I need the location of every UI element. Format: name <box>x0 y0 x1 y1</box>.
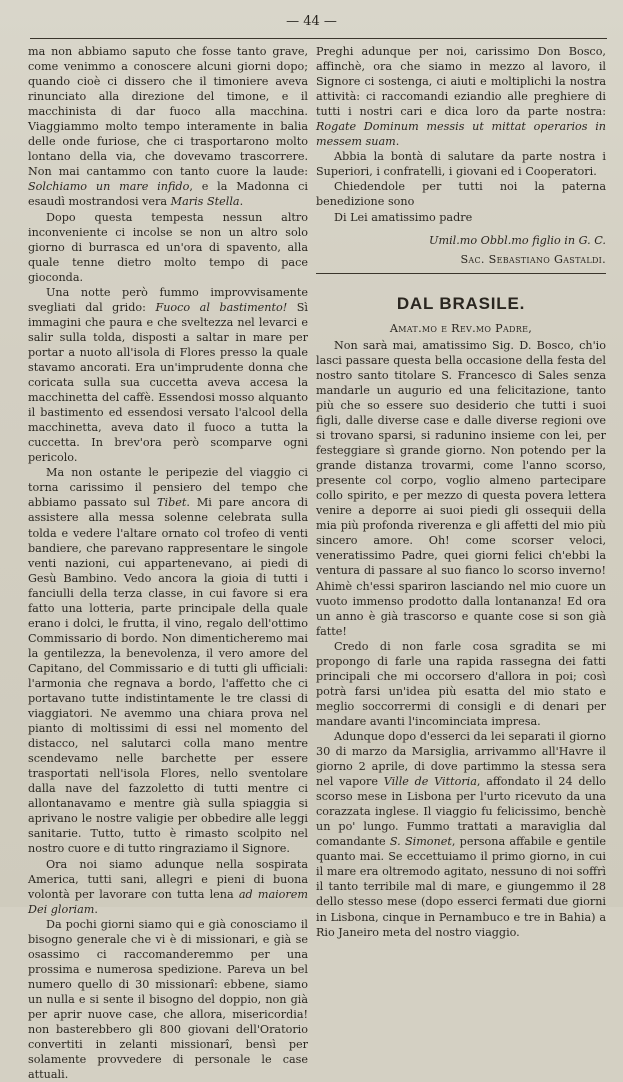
right-paragraph: Abbia la bontà di salutare da parte nostra i Superiori, i confratelli, i giovani ed i Cooperatori. <box>316 150 606 179</box>
letter-closing-text <box>316 44 606 225</box>
section-body <box>316 338 606 940</box>
left-paragraph: Da pochi giorni siamo qui e già conosciamo il bisogno generale che vi è di missionari, e già se osassimo ci raccomanderemmo per una prossima e numerosa spedizione. Pareva un bel numero quello di 30 missionarî: ebbene, siamo un nulla e si sente il bisogno del doppio, non già per aprir nuove case, che allora, misericordia! non basterebbero gli 800 giovani dell'Oratorio convertiti in zelanti missionarî, bensì per solamente provvedere di personale le case attuali. <box>28 917 308 1082</box>
right-column <box>316 44 606 940</box>
header-rule <box>30 38 607 39</box>
signature-name: Sac. Sebastiano Gastaldi. <box>460 252 606 266</box>
signature-closing: Umil.mo Obbl.mo figlio in G. C. <box>429 233 606 247</box>
section-paragraph: Credo di non farle cosa sgradita se mi propongo di farle una rapida rassegna dei fatti principali che mi occorsero d'allora in poi; così potrà farsi un'idea più esatta del mio stato e meglio soccorrermi di consigli e di denari per mandare avanti l'incominciata impresa. <box>316 639 606 728</box>
salutation: Amat.mo e Rev.mo Padre, <box>389 321 533 335</box>
left-column <box>28 44 308 1082</box>
left-paragraph: Ma non ostante le peripezie del viaggio ci torna carissimo il pensiero del tempo che abbiamo passato sul Tibet. Mi pare ancora di assistere alla messa solenne celebrata sulla tolda e vedere l'altare ornato col trofeo di venti bandiere, che parevano rappresentare le singole venti nazioni, cui appartenevano, ai piedi di Gesù Bambino. Vedo ancora la gioia di tutti i fanciulli della terza classe, in cui favore si era fatto una lotteria, parte principale della quale erano i dolci, le frutta, il vino, regalo dell'ottimo Commissario di bordo. Non dimenticheremo mai la gentilezza, la benevolenza, il vero amore del Capitano, del Commissario e di tutti gli ufficiali: l'armonia che regnava a bordo, l'affetto che ci portavano tutte indistintamente le tre classi di viaggiatori. Ne avemmo una chiara prova nel pianto di moltissimi di essi nel momento del distacco, nel salutarci colla mano mentre scendevamo nelle barchette per essere trasportati nell'isola Flores, nello sventolare dalla nave del fazzoletto di tutti mentre ci allontanavamo e mentre già sulla spiaggia si aprivano le nostre valigie per obbedire alle leggi sanitarie. Tutto, tutto è rimasto scolpito nel nostro cuore e di tutto ringraziamo il Signore. <box>28 466 308 856</box>
section-heading: DAL BRASILE. <box>396 293 526 313</box>
right-paragraph: Di Lei amatissimo padre <box>334 210 473 224</box>
left-paragraph: Una notte però fummo improvvisamente svegliati dal grido: Fuoco al bastimento! Sì immagini che paura e che sveltezza nel levarci e salir sulla tolda, disposti a saltar in mare per portar a nuoto all'isola di Flores presso la quale stavamo ancorati. Era un'imprudente donna che coricata sulla sua cuccetta aveva accesa la macchinetta del caffè. Essendosi mosso alquanto il bastimento ed essendosi versato l'alcool della macchinetta, aveva dato il fuoco a tutta la cuccetta. In brev'ora però scomparve ogni pericolo. <box>28 285 309 465</box>
right-paragraph: Chiedendole per tutti noi la paterna benedizione sono <box>316 180 606 209</box>
left-paragraph: ma non abbiamo saputo che fosse tanto grave, come venimmo a conoscere alcuni giorni dopo; quando cioè ci dissero che il timoniere aveva rinunciato alla direzione del timone, e il macchinista di dar fuoco alla macchina. Viaggiammo molto tempo interamente in balia delle onde furiose, che ci trasportarono molto lontano della via, che dovevamo trascorrere. Non mai cantammo con tanto cuore la laude: Solchiamo un mare infido, e la Madonna ci esaudì mostrandosi vera Maris Stella. <box>28 45 308 209</box>
left-paragraph: Ora noi siamo adunque nella sospirata America, tutti sani, allegri e pieni di buona volontà per lavorare con tutta lena ad maiorem Dei gloriam. <box>28 857 308 916</box>
page-number: — 44 — <box>286 14 337 29</box>
left-paragraph: Dopo questa tempesta nessun altro inconveniente ci incolse se non un altro solo giorno di burrasca ed un'ora di spavento, alla quale tenne dietro molto tempo di pace gioconda. <box>28 210 308 284</box>
section-paragraph: Non sarà mai, amatissimo Sig. D. Bosco, ch'io lasci passare questa bella occasione della festa del nostro santo titolare S. Francesco di Sales senza mandarle un augurio ed una felicitazione, tanto più che so essere suo desiderio che tutti i suoi figli, dalle diverse case e dalle diverse regioni ove si trovano sparsi, si radunino insieme con lei, per festeggiare sì grande giorno. Non potendo per la grande distanza trovarmi, come l'anno scorso, presente col corpo, voglio almeno partecipare collo spirito, e per mezzo di questa povera lettera venire a deporre ai suoi piedi gli ossequii della mia più profonda riverenza e gli affetti del mio più sincero amore. Oh! come scorser veloci, veneratissimo Padre, quei giorni felici ch'ebbi la ventura di passare al suo fianco lo scorso inverno! Ahimè ch'essi spariron lasciando nel mio cuore un vuoto immenso prodotto dalla lontananza! Ed ora un anno è già trascorso e quante cose si son già fatte! <box>316 338 606 638</box>
section-divider <box>316 273 606 274</box>
signature-block <box>316 233 606 267</box>
section-paragraph: Adunque dopo d'esserci da lei separati il giorno 30 di marzo da Marsiglia, arrivammo all'Havre il giorno 2 aprile, di dove partimmo la stessa sera nel vapore Ville de Vittoria, affondato il 24 dello scorso mese in Lisbona per l'urto ricevuto da una corazzata inglese. Il viaggio fu felicissimo, benchè un po' lungo. Fummo trattati a maraviglia dal comandante S. Simonet, persona affabile e gentile quanto mai. Se eccettuiamo il primo giorno, in cui il mare era oltremodo agitato, nessuno di noi soffrì il tanto terribile mal di mare, e giungemmo il 28 dello stesso mese (dopo esserci fermati due giorni in Lisbona, cinque in Pernambuco e tre in Bahia) a Rio Janeiro meta del nostro viaggio. <box>316 729 607 939</box>
right-paragraph: Preghi adunque per noi, carissimo Don Bosco, affinchè, ora che siamo in mezzo al lavoro, il Signore ci sostenga, ci aiuti e moltiplichi la nostra attività: ci raccomandi eziandio alle preghiere di tutti i nostri cari e dica loro da parte nostra: Rogate Dominum messis ut mittat operarios in messem suam. <box>316 45 606 149</box>
